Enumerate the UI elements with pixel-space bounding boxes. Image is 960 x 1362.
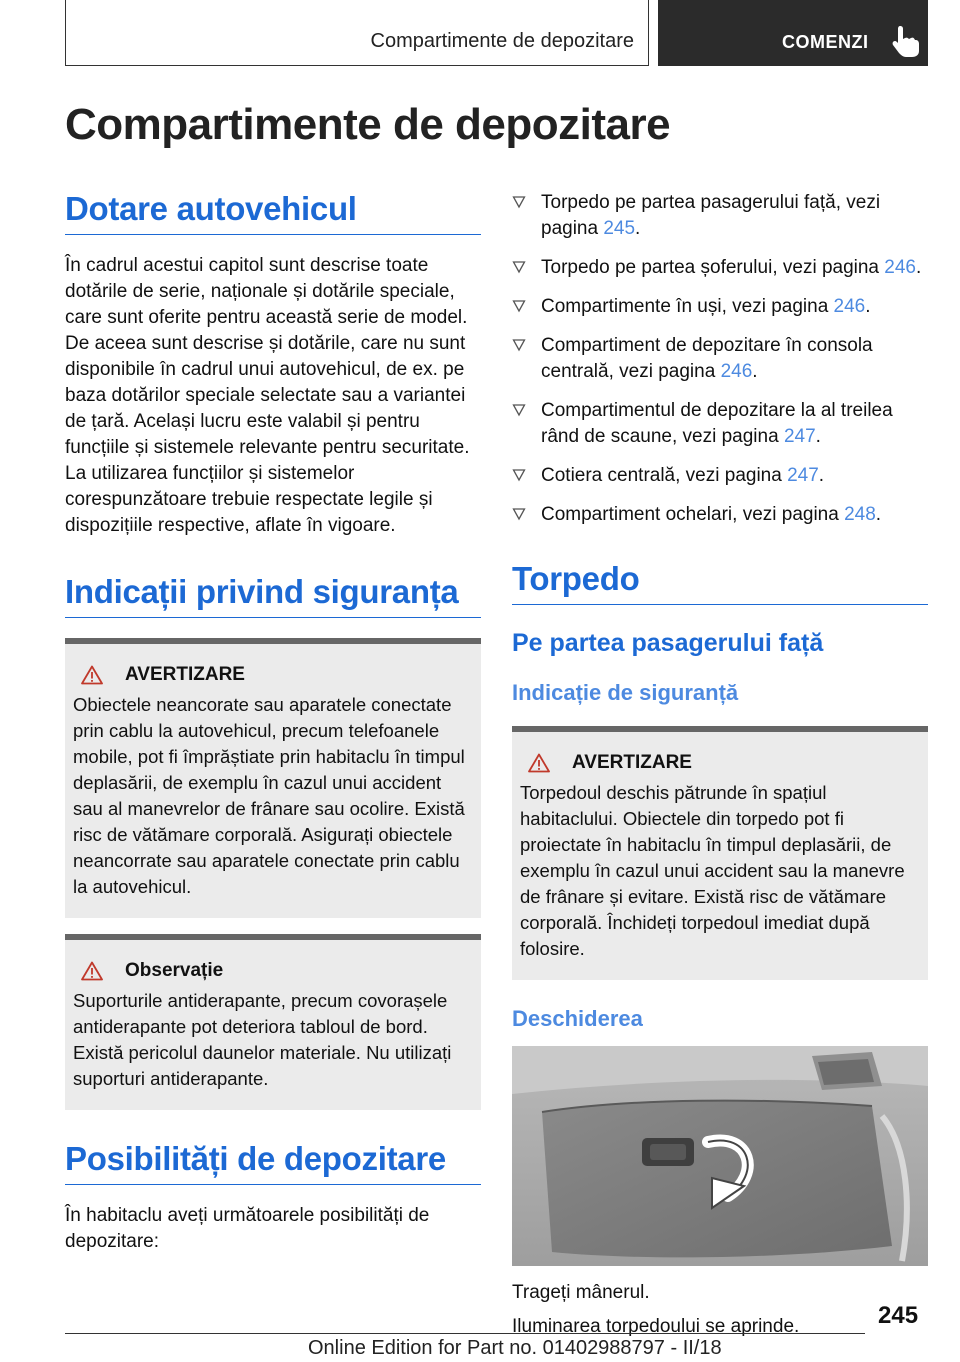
triangle-bullet-icon	[512, 299, 526, 313]
warning-box	[65, 638, 481, 918]
storage-list	[512, 190, 928, 528]
storage-text: În habitaclu aveți următoarele posibilități de depozitare:	[65, 1205, 430, 1252]
heading-storage: Posibilități de depozitare	[65, 1140, 481, 1185]
header-chapter-tab	[658, 0, 928, 66]
step-light-on: Iluminarea torpedoului se aprinde.	[512, 1316, 800, 1337]
warning-triangle-icon	[81, 665, 103, 685]
header-section-title: Compartimente de depozitare	[370, 30, 634, 52]
warning-text: Obiectele neancorate sau aparatele conectate prin cablu la autovehicul, precum telefoanele mobile, pot fi împrăștiate prin habitaclu în timpul deplasării, de exemplu în cazul unui accident sau al manevrelor de frânare sau ocolire. Există risc de vătămare corporală. Asigurați obiectele neancorrate sau aparatele conectate prin cablu la autovehicul.	[73, 694, 465, 897]
warning-triangle-icon	[528, 753, 550, 773]
torpedo-warning-text: Torpedoul deschis pătrunde în spațiul habitaclului. Obiectele din torpedo pot fi proiectate în habitaclu în timpul deplasării, de exemplu în cazul unui accident sau la manevre de frânare și evitare. Există risc de vătămare corporală. Închideți torpedoul imediat după folosire.	[520, 782, 905, 959]
page-link[interactable]: 245	[603, 218, 636, 239]
page-link[interactable]: 246	[884, 257, 916, 278]
step-pull-handle: Trageți mânerul.	[512, 1282, 650, 1303]
heading-torpedo: Torpedo	[512, 560, 928, 605]
warning-title: AVERTIZARE	[125, 664, 245, 685]
triangle-bullet-icon	[512, 260, 526, 274]
dotare-text: În cadrul acestui capitol sunt descrise toate dotările de serie, naționale și dotările speciale, care sunt oferite pentru această serie de model. De aceea sunt descrise și dotările, care nu sunt disponibile în cadrul unui autovehicul, de ex. pe baza dotărilor speciale selectate sau a variantei de țară. Același lucru este valabil și pentru funcțiile și sistemele relevante pentru securitate. La utilizarea funcțiilor și sistemelor corespunzătoare trebuie respectate legile și dispozițiile respective, aflate în vigoare.	[65, 255, 470, 536]
heading-dotare: Dotare autovehicul	[65, 190, 481, 235]
triangle-bullet-icon	[512, 468, 526, 482]
page-link[interactable]: 246	[833, 296, 866, 317]
glovebox-photo	[512, 1046, 928, 1266]
list-item: Compartiment ochelari, vezi pagina 248.	[512, 502, 928, 528]
list-item: Torpedo pe partea pasagerului față, vezi pagina 245.	[512, 190, 928, 242]
list-item: Cotiera centrală, vezi pagina 247.	[512, 463, 928, 489]
pointing-hand-icon	[890, 24, 920, 58]
triangle-bullet-icon	[512, 403, 526, 417]
torpedo-warning-box	[512, 726, 928, 980]
list-item: Torpedo pe partea șoferului, vezi pagina 246.	[512, 255, 928, 281]
footer-divider	[65, 1333, 865, 1334]
header-section-tab	[65, 0, 649, 66]
page-number: 245	[878, 1302, 919, 1329]
heading-safety: Indicații privind siguranța	[65, 573, 481, 618]
list-item: Compartimentul de depozitare la al treilea rând de scaune, vezi pagina 247.	[512, 398, 928, 450]
page-link[interactable]: 247	[787, 465, 819, 486]
heading-safety-note: Indicație de siguranță	[512, 680, 739, 705]
page-title: Compartimente de depozitare	[65, 100, 671, 149]
note-text: Suporturile antiderapante, precum covorașele antiderapante pot deteriora tabloul de bord. Există pericolul daunelor materiale. Nu utilizați suporturi antiderapante.	[73, 990, 452, 1089]
triangle-bullet-icon	[512, 338, 526, 352]
page-link[interactable]: 246	[720, 361, 753, 382]
triangle-bullet-icon	[512, 195, 526, 209]
left-column	[65, 190, 481, 1255]
list-item: Compartimente în uși, vezi pagina 246.	[512, 294, 928, 320]
warning-title: AVERTIZARE	[572, 752, 692, 773]
list-item: Compartiment de depozitare în consola centrală, vezi pagina 246.	[512, 333, 928, 385]
right-column	[512, 190, 928, 1340]
heading-opening: Deschiderea	[512, 1006, 643, 1031]
triangle-bullet-icon	[512, 507, 526, 521]
header-chapter-title: COMENZI	[782, 32, 869, 52]
footer-edition: Online Edition for Part no. 01402988797 - II/18	[308, 1337, 722, 1359]
caution-triangle-icon	[81, 961, 103, 981]
note-box	[65, 934, 481, 1110]
note-title: Observație	[125, 960, 224, 981]
page-link[interactable]: 248	[844, 504, 876, 525]
heading-passenger-side: Pe partea pasagerului față	[512, 629, 824, 657]
page-link[interactable]: 247	[783, 426, 816, 447]
